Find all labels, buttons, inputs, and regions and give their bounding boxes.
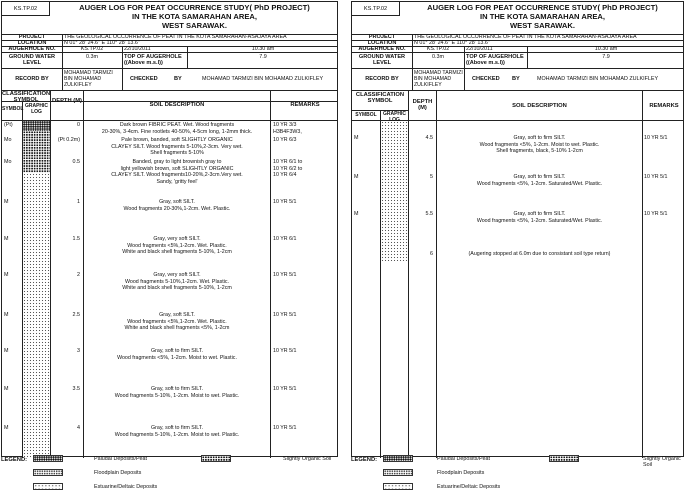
tp-code: KS.TP.02 <box>2 2 50 16</box>
description-line: CLAYEY SILT. Wood fragments10-20%,2-3cm.Very wet. <box>111 172 243 179</box>
graphic-log-silt <box>381 121 408 261</box>
row-depth: 5.5 <box>425 211 433 217</box>
description-line: 20-30%, 3-4cm. Fine rootlets 40-50%, 4-5cm long, 1-2mm thick. <box>101 128 253 135</box>
row-remarks <box>273 236 296 243</box>
description-line: Shell fragments, black, 5-10% 1-2cm <box>496 148 583 155</box>
groundwater-value: 0.3m <box>86 54 98 60</box>
legend-swatch-estuarine <box>33 483 63 490</box>
legend-swatch-peat <box>33 455 63 462</box>
row-description <box>437 174 642 187</box>
row-symbol: M <box>4 236 9 242</box>
description-line: White and black shell fragments <5%, 1-2cm <box>124 325 230 332</box>
row-depth: 0.5 <box>72 159 80 165</box>
row-depth: 0 <box>77 122 80 128</box>
row-description <box>84 137 270 157</box>
graphic-log-peat <box>23 121 50 131</box>
description-line: Wood fragments 20-30%,1-2cm. Wet. Plastic. <box>123 205 231 212</box>
top-of-augerhole-value: 7.9 <box>602 54 610 60</box>
row-remarks <box>273 386 296 393</box>
description-line: Wood fragments 5-10%, 1-2cm. Moist to wet. Plastic. <box>114 392 240 399</box>
description-line: Gray, soft SILT. <box>159 199 195 205</box>
row-remarks <box>273 199 296 206</box>
by-label: BY <box>174 76 182 82</box>
legend-floodplain: Floodplain Deposits <box>437 470 485 476</box>
row-remarks <box>273 425 296 432</box>
legend-swatch-estuarine <box>383 483 413 490</box>
row-description <box>84 199 270 212</box>
row-remarks <box>644 211 667 218</box>
remarks-line: H3B4F3W3, <box>273 128 302 135</box>
legend-swatch-slightly-organic <box>201 455 231 462</box>
classification-header: CLASSIFICATION SYMBOL <box>355 92 405 105</box>
row-description <box>84 348 270 361</box>
graphic-log-header: GRAPHIC LOG <box>24 103 49 116</box>
legend-label: LEGEND: <box>1 457 28 463</box>
sheet-title: AUGER LOG FOR PEAT OCCURRENCE STUDY( PhD PROJECT) IN THE KOTA SAMARAHAN AREA, WEST SARAWAK. <box>79 3 310 30</box>
description-line: Shell fragments 5-10% <box>150 150 204 157</box>
remarks-line: 10 YR 5/1 <box>644 211 668 217</box>
row-depth: 3 <box>77 348 80 354</box>
row-description <box>84 159 270 185</box>
legend-estuarine: Estuarine/Deltaic Deposits <box>437 484 501 490</box>
location-value: N 01° 28' 24.6" E 110° 28' 13.6" <box>64 40 140 46</box>
row-description <box>84 386 270 399</box>
row-description <box>84 312 270 332</box>
tp-code: KS.TP.02 <box>352 2 400 16</box>
remarks-line: 10 YR 6/1 <box>273 236 297 242</box>
legend-label: LEGEND: <box>351 457 378 463</box>
row-symbol: M <box>354 174 359 180</box>
auger-log-sheet-right <box>351 1 684 457</box>
row-remarks <box>273 137 296 144</box>
remarks-line: 10 YR 6/4 <box>273 172 297 179</box>
remarks-line: 10 YR 6/3 <box>273 137 297 143</box>
description-line: Gray, soft SILT. <box>159 312 195 318</box>
description-line: Gray, soft to firm SILT. <box>151 425 203 431</box>
row-remarks <box>644 174 667 181</box>
description-line: Pale brown, banded, soft SLIGHTLY ORGANIC <box>121 137 233 143</box>
row-symbol: (Pt) <box>4 122 13 128</box>
description-line: Wood fragments <5%, 1-2cm. Saturated/Wet. Plastic. <box>476 180 603 187</box>
checked-label: CHECKED <box>472 76 500 82</box>
log-date: 22/10/2011 <box>466 46 493 52</box>
checked-label: CHECKED <box>130 76 158 82</box>
row-symbol: Mo <box>4 159 12 165</box>
row-symbol: M <box>4 348 9 354</box>
soil-description-header: SOIL DESCRIPTION <box>512 103 567 109</box>
auger-log-sheet-left <box>1 1 338 457</box>
groundwater-value: 0.3m <box>432 54 444 60</box>
description-line: Wood fragments <5%,1-2cm. Wet. Plastic. <box>127 318 227 325</box>
remarks-line: 10 YR 5/1 <box>273 425 297 431</box>
row-description <box>84 425 270 438</box>
location-value: N 01° 28' 24.6" E 110° 28' 13.6" <box>414 40 490 46</box>
row-description <box>84 236 270 256</box>
symbol-header: SYMBOL <box>2 106 24 112</box>
description-line: Gray, soft to firm SILT. <box>513 135 566 141</box>
location-label: LOCATION <box>367 40 397 46</box>
legend-swatch-slightly-organic <box>549 455 579 462</box>
top-of-augerhole-label: TOP OF AUGERHOLE ((Above m.s.l)) <box>124 54 182 66</box>
description-line: Wood fragments <5%, 1-2cm. Saturated/Wet. Plastic. <box>476 217 603 224</box>
top-of-augerhole-label: TOP OF AUGERHOLE ((Above m.s.l)) <box>466 54 524 66</box>
graphic-log-slightly-organic <box>23 131 50 173</box>
row-depth: 2.5 <box>72 312 80 318</box>
remarks-line: 10 YR 5/1 <box>273 386 297 392</box>
remarks-line: 10 YR 5/1 <box>273 348 297 354</box>
row-depth: 1.5 <box>72 236 80 242</box>
record-by-value: MOHAMAD TARMIZI BIN MOHAMAD ZULKIFLEY <box>64 70 113 88</box>
description-line: White and black shell fragments 5-10%, 1-2cm <box>122 249 232 256</box>
remarks-line: 10 YR 5/1 <box>644 135 668 141</box>
row-depth: 6 <box>430 251 433 257</box>
description-line: Gray, very soft SILT. <box>153 272 201 278</box>
record-by-value: MOHAMAD TARMIZI BIN MOHAMAD ZULKIFLEY <box>414 70 463 88</box>
row-depth: (Pt 0.2m) <box>57 137 80 143</box>
row-remarks <box>644 135 667 142</box>
project-value: THE GEOLOGICAL OCCURRENCE OF PEAT IN THE KOTA SAMARAHAN-ASAJAYA AREA <box>64 34 287 40</box>
row-remarks <box>273 159 302 179</box>
remarks-line: 10 YR 3/3 <box>273 122 297 128</box>
description-line: Dark brown FIBRIC PEAT. Wet. Wood fragments <box>119 122 235 128</box>
row-depth: 5 <box>430 174 433 180</box>
description-line: White and black shell fragments 5-10%, 1-2cm <box>122 285 232 292</box>
groundwater-label: GROUND WATER LEVEL <box>358 54 406 66</box>
row-depth: 2 <box>77 272 80 278</box>
row-symbol: M <box>354 135 359 141</box>
record-by-label: RECORD BY <box>365 76 399 82</box>
depth-header: DEPTH (M) <box>412 99 433 112</box>
legend-left <box>1 453 338 493</box>
description-line: Gray, soft to firm SILT. <box>513 174 566 180</box>
row-description <box>437 251 642 258</box>
row-symbol: M <box>4 199 9 205</box>
remarks-line: 10 YR 5/1 <box>644 174 668 180</box>
augerhole-no: KS.TP.02 <box>80 46 104 52</box>
log-date: 22/10/2011 <box>124 46 151 52</box>
description-line: Banded, gray to light brownish gray to <box>132 159 222 165</box>
augerhole-label: AUGERHOLE NO. <box>358 46 406 52</box>
row-description <box>84 272 270 292</box>
depth-header: DEPTH (M) <box>52 98 82 104</box>
legend-floodplain: Floodplain Deposits <box>94 470 142 476</box>
remarks-line: 10 YR 5/1 <box>273 199 297 205</box>
symbol-header: SYMBOL <box>355 112 377 118</box>
remarks-line: 10 YR 6/1 to <box>273 159 303 165</box>
legend-paludal: Paludal Deposits/Peat <box>437 456 491 462</box>
description-line: Gray, soft to firm SILT. <box>513 211 566 217</box>
graphic-log-header: GRAPHIC <box>382 111 407 117</box>
row-depth: 1 <box>77 199 80 205</box>
legend-swatch-floodplain <box>33 469 63 476</box>
description-line: Gray, soft to firm SILT. <box>151 348 203 354</box>
legend-slightly-organic: Slightly Organic Soil <box>283 456 332 462</box>
legend-paludal: Paludal Deposits/Peat <box>94 456 148 462</box>
row-remarks <box>273 122 302 135</box>
project-value: THE GEOLOGICAL OCCURRENCE OF PEAT IN THE KOTA SAMARAHAN-ASAJAYA AREA <box>414 34 637 40</box>
log-time: 10.30 am <box>594 46 618 52</box>
description-line: CLAYEY SILT. Wood fragments 5-10%,2-3cm. Very wet. <box>111 143 243 150</box>
description-line: Sandy, 'gritty feel' <box>156 178 198 185</box>
description-line: Gray, very soft SILT. <box>153 236 201 242</box>
row-description <box>437 211 642 224</box>
row-remarks <box>273 272 296 279</box>
groundwater-label: GROUND WATER LEVEL <box>8 54 56 66</box>
row-depth: 3.5 <box>72 386 80 392</box>
augerhole-no: KS.TP.02 <box>426 46 450 52</box>
sheet-title: AUGER LOG FOR PEAT OCCURRENCE STUDY( PhD PROJECT) IN THE KOTA SAMARAHAN AREA, WEST SARAWAK. <box>427 3 658 30</box>
row-remarks <box>273 348 296 355</box>
description-line: Wood fragments <5%, 1-2cm. Moist to wet. Plastic. <box>479 141 600 148</box>
row-depth: 4 <box>77 425 80 431</box>
row-depth: 4.5 <box>425 135 433 141</box>
row-symbol: Mo <box>4 137 12 143</box>
by-label: BY <box>512 76 520 82</box>
description-line: Wood fragments 5-10%,1-2cm. Wet. Plastic. <box>124 278 230 285</box>
project-label: PROJECT <box>368 34 396 40</box>
description-line: Wood fragments 5-10%, 1-2cm. Moist to wet. Plastic. <box>114 431 240 438</box>
row-remarks <box>273 312 296 319</box>
remarks-header: REMARKS <box>649 103 679 109</box>
row-symbol: M <box>4 386 9 392</box>
legend-swatch-floodplain <box>383 469 413 476</box>
row-symbol: M <box>4 272 9 278</box>
log-time: 10.30 am <box>251 46 275 52</box>
graphic-log-silt <box>23 173 50 458</box>
legend-estuarine: Estuarine/Deltaic Deposits <box>94 484 158 490</box>
remarks-line: 10 YR 5/1 <box>273 312 297 318</box>
remarks-line: 10 YR 5/1 <box>273 272 297 278</box>
record-by-label: RECORD BY <box>15 76 49 82</box>
row-symbol: M <box>354 211 359 217</box>
remarks-header: REMARKS <box>290 102 320 108</box>
description-line: light yellowish brown, soft SLIGHTLY ORGANIC <box>120 165 234 172</box>
description-line: Gray, soft to firm SILT. <box>151 386 203 392</box>
checked-value: MOHAMAD TARMIZI BIN MOHAMAD ZULKIFLEY <box>537 76 659 82</box>
location-label: LOCATION <box>17 40 47 46</box>
legend-swatch-peat <box>383 455 413 462</box>
row-symbol: M <box>4 312 9 318</box>
soil-description-header: SOIL DESCRIPTION <box>149 102 205 108</box>
classification-header: CLASSIFICATION SYMBOL <box>2 91 51 104</box>
legend-right <box>351 453 684 493</box>
description-line: Wood fragments <5%, 1-2cm. Moist to wet. Plastic. <box>117 354 237 361</box>
row-description <box>84 122 270 135</box>
checked-value: MOHAMAD TARMIZI BIN MOHAMAD ZULKIFLEY <box>202 76 324 82</box>
row-symbol: M <box>4 425 9 431</box>
description-line: (Augering stopped at 6.0m due to consistant soil type return) <box>468 251 611 257</box>
row-description <box>437 135 642 155</box>
top-of-augerhole-value: 7.9 <box>259 54 267 60</box>
description-line: Wood fragments <5%,1-2cm. Wet. Plastic. <box>127 242 227 249</box>
project-label: PROJECT <box>18 34 46 40</box>
augerhole-label: AUGERHOLE NO. <box>8 46 56 52</box>
remarks-line: 10 YR 6/2 to <box>273 165 303 172</box>
legend-slightly-organic: Slightly Organic Soil <box>643 456 681 468</box>
